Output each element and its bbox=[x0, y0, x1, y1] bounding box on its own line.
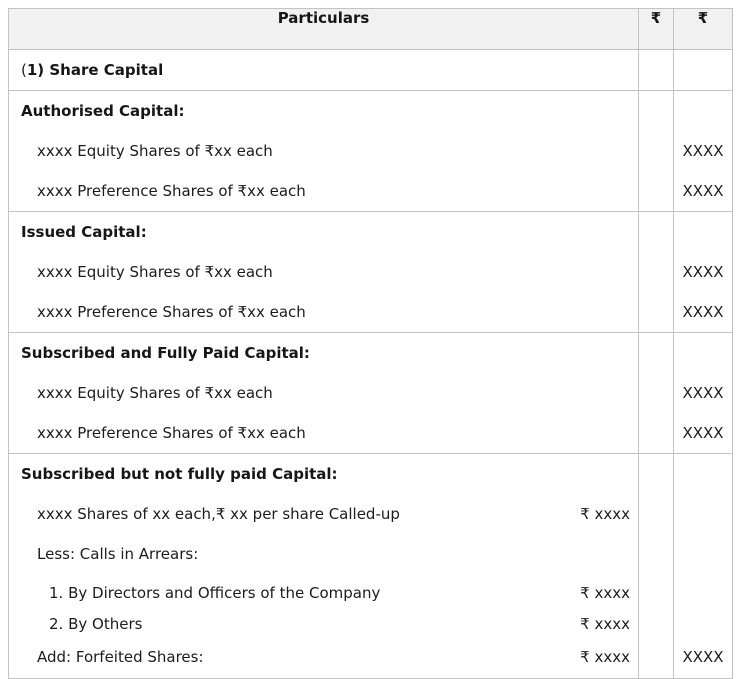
line-text: 1. By Directors and Officers of the Company bbox=[49, 584, 381, 602]
share-capital-note-table bbox=[8, 8, 733, 679]
share-capital-title-row bbox=[9, 50, 733, 91]
empty-line bbox=[674, 454, 732, 494]
empty-cell bbox=[639, 333, 674, 454]
line-text: Add: Forfeited Shares: bbox=[37, 648, 204, 666]
section-heading: Issued Capital: bbox=[21, 223, 147, 241]
line-equity-shares: xxxx Equity Shares of ₹xx each bbox=[37, 384, 273, 402]
section-heading: Authorised Capital: bbox=[21, 102, 185, 120]
table-header-row bbox=[9, 9, 733, 50]
empty-cell bbox=[639, 91, 674, 212]
empty-line bbox=[674, 494, 732, 534]
amount-value: XXXX bbox=[682, 182, 724, 200]
empty-cell bbox=[639, 212, 674, 333]
line-preference-shares: xxxx Preference Shares of ₹xx each bbox=[37, 303, 306, 321]
empty-line bbox=[674, 333, 732, 373]
header-rupee-col-1: ₹ bbox=[639, 9, 674, 50]
line-by-others bbox=[9, 612, 638, 636]
section-heading: Subscribed and Fully Paid Capital: bbox=[21, 344, 310, 362]
section-subscribed-fully-paid bbox=[9, 333, 733, 454]
header-rupee-col-2: ₹ bbox=[674, 9, 733, 50]
line-text: 2. By Others bbox=[49, 615, 143, 633]
empty-line bbox=[674, 574, 732, 612]
line-called-up bbox=[9, 494, 638, 534]
empty-line bbox=[674, 91, 732, 131]
empty-line bbox=[674, 612, 732, 636]
empty-line bbox=[674, 212, 732, 252]
line-equity-shares: xxxx Equity Shares of ₹xx each bbox=[37, 263, 273, 281]
section-heading: Subscribed but not fully paid Capital: bbox=[21, 465, 338, 483]
inline-amount: ₹ xxxx bbox=[580, 648, 630, 666]
section-subscribed-not-fully-paid bbox=[9, 454, 733, 679]
share-capital-title bbox=[9, 50, 638, 90]
inline-amount: ₹ xxxx bbox=[580, 615, 630, 633]
line-by-directors bbox=[9, 574, 638, 612]
header-particulars: Particulars bbox=[9, 9, 639, 50]
empty-cell bbox=[674, 50, 733, 91]
line-equity-shares: xxxx Equity Shares of ₹xx each bbox=[37, 142, 273, 160]
section-issued-capital bbox=[9, 212, 733, 333]
line-add-forfeited-shares bbox=[9, 636, 638, 678]
amount-value: XXXX bbox=[682, 303, 724, 321]
amount-value: XXXX bbox=[682, 424, 724, 442]
title-prefix: ( bbox=[21, 61, 27, 79]
amount-value: XXXX bbox=[682, 384, 724, 402]
title-label: 1) Share Capital bbox=[26, 61, 164, 79]
line-preference-shares: xxxx Preference Shares of ₹xx each bbox=[37, 424, 306, 442]
section-authorised-capital bbox=[9, 91, 733, 212]
line-preference-shares: xxxx Preference Shares of ₹xx each bbox=[37, 182, 306, 200]
inline-amount: ₹ xxxx bbox=[580, 584, 630, 602]
empty-cell bbox=[639, 454, 674, 679]
inline-amount: ₹ xxxx bbox=[580, 505, 630, 523]
line-less-calls-in-arrears: Less: Calls in Arrears: bbox=[37, 545, 199, 563]
amount-value: XXXX bbox=[682, 142, 724, 160]
empty-line bbox=[674, 534, 732, 574]
amount-value: XXXX bbox=[682, 648, 724, 666]
empty-cell bbox=[639, 50, 674, 91]
line-text: xxxx Shares of xx each,₹ xx per share Called-up bbox=[37, 505, 400, 523]
amount-value: XXXX bbox=[682, 263, 724, 281]
